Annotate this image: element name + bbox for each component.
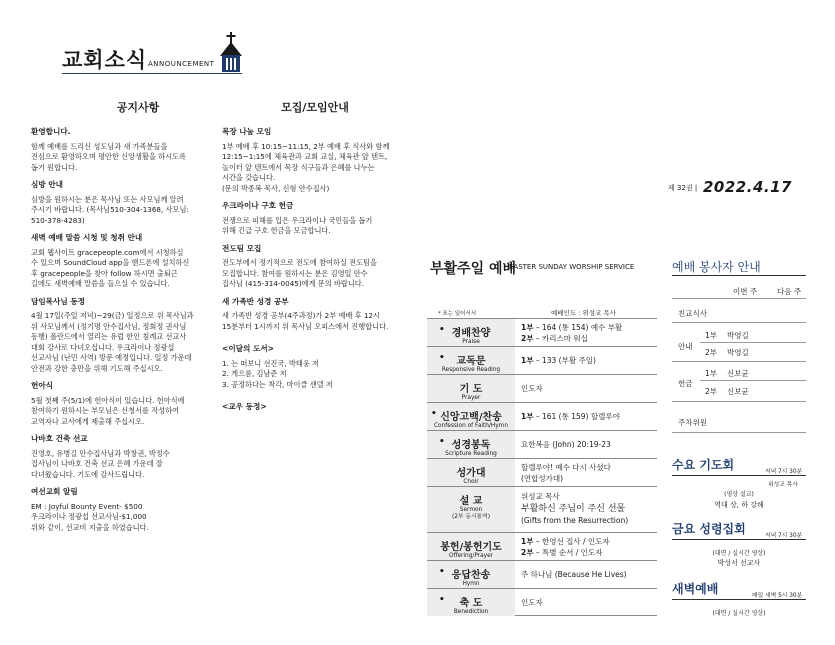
vol-divider: [700, 342, 806, 343]
issue-volume: 제 32권 |: [668, 184, 698, 192]
vol-col-next-week: 다음 주: [777, 287, 802, 296]
vol-off2-part: 2부: [705, 387, 718, 396]
order-row-benediction: 축 도 Benediction • 인도자: [427, 588, 657, 616]
order-row-choir: 성가대 Choir 할렐루야! 예수 다시 사셨다 (연합성가대): [427, 458, 657, 486]
notice-navajo: 나바호 건축 선교 진영호, 유병길 안수집사님과 박창권, 박정수 집사님이 나바호 건축 선교 은혜 가운데 잘 다녀왔습니다. 기도에 감사드립니다.: [31, 434, 170, 479]
service-note-stand: * 표는 일어서서: [438, 311, 477, 317]
vol-col-this-week: 이번 주: [733, 287, 758, 296]
vol-usher2-name: 박영길: [727, 348, 749, 357]
order-row-scripture: 성경봉독 Scripture Reading • 요한복음 (John) 20:19-23: [427, 430, 657, 458]
notice-visitation: 심방 안내 심방을 원하시는 분은 목사님 또는 사모님께 알려 주시기 바랍니다. (목사님510-304-1368, 사모님: 510-378-4283): [31, 180, 189, 225]
vol-divider: [672, 401, 806, 402]
vol-parking-label: 주차위원: [678, 418, 707, 427]
vol-ushers-label: 안내: [678, 342, 693, 351]
order-row-sermon: 설 교 Sermon (2부 동시통역) 위성교 목사 부활하신 주님이 주신 선물 (Gifts from the Resurrection): [427, 486, 657, 532]
vol-divider: [672, 322, 806, 323]
volunteers-rule: [672, 275, 806, 276]
vol-off2-name: 신보균: [727, 387, 749, 396]
service-leader: 예배인도 : 위성교 목사: [551, 309, 616, 317]
header-rule: [62, 73, 242, 74]
order-row-hymn: 응답찬송 Hymn • 주 하나님 (Because He Lives): [427, 560, 657, 588]
notice-women-mission: 여선교회 알림 EM : Joyful Bounty Event- $500 우크라이나 정광섭 선교사님-$1,000 위와 같이, 선교비 지출을 하였습니다.: [31, 487, 149, 532]
issue-date: 2022.4.17: [703, 178, 792, 196]
notices-heading: 공지사항: [116, 101, 160, 114]
dawn-title: 새벽예배: [672, 582, 719, 596]
vol-off1-part: 1부: [705, 369, 718, 378]
wednesday-sub: (영상 설교): [724, 491, 754, 498]
order-row-prayer: 기 도 Prayer 인도자: [427, 374, 657, 402]
wednesday-rule: [672, 475, 806, 476]
vol-divider: [672, 298, 806, 299]
dawn-rule: [672, 599, 806, 600]
order-row-offering: 봉헌/봉헌기도 Offering/Prayer 1부 – 한영선 집사 / 인도자 2부 – 특별 순서 / 인도자: [427, 532, 657, 560]
friday-body: 박성서 선교사: [717, 559, 761, 567]
recruit-newcomer: 새 가족반 성경 공부 새 가족반 성경 공부(4주과정)가 2부 예배 후 12시 15분부터 1시까지 위 목사님 오피스에서 진행합니다.: [222, 296, 389, 331]
notice-dedication: 헌아식 5월 첫째 주(5/1)에 헌아식이 있습니다. 헌아식에 참여하기 원하시는 부모님은 신청서를 작성하여 교역자나 교사에게 제출해 주십시오.: [31, 381, 185, 426]
order-row-responsive: 교독문 Responsive Reading • 1부 – 133 (부활 주일): [427, 346, 657, 374]
notice-welcome: 환영합니다. 함께 예배를 드리신 성도님과 새 가족분들을 진심으로 환영하오며 평안한 신앙생활을 하시도록 돕기 원합니다.: [31, 127, 186, 172]
service-title: 부활주일 예배: [430, 261, 517, 277]
service-title-en: EASTER SUNDAY WORSHIP SERVICE: [509, 263, 635, 271]
recruit-evangelism: 전도팀 모집 전도부에서 정기적으로 전도에 참여하실 전도팀을 모집합니다. 참여를 원하시는 분은 김영일 안수 집사님 (415-314-0045)에게 문의 바랍니다.: [222, 243, 377, 288]
vol-divider: [672, 361, 806, 362]
notices-column: [31, 127, 217, 533]
recruit-heading: 모집/모임안내: [281, 101, 349, 114]
vol-greeter-label: 친교식사: [678, 309, 707, 318]
friday-title: 금요 성령집회: [672, 522, 746, 536]
volunteers-title: 예배 봉사자 안내: [672, 260, 761, 274]
order-row-praise: 경배찬양 Praise • 1부 – 164 (통 154) 예수 부활 2부 – 카리스마 워십: [427, 318, 657, 346]
friday-sub: (대면 / 실시간 영상): [712, 550, 766, 557]
dawn-sub: (대면 / 실시간 영상): [712, 610, 766, 617]
recruit-ukraine: 우크라이나 구호 헌금 전쟁으로 피해를 입은 우크라이나 국민들을 돕기 위해 긴급 구호 헌금을 모금합니다.: [222, 201, 373, 235]
vol-usher1-name: 박영길: [727, 331, 749, 340]
recruit-member-news: <교우 동정>: [222, 402, 267, 411]
friday-time: 저녁 7시 30분: [765, 533, 803, 539]
friday-rule: [672, 539, 806, 540]
wednesday-body: 역대 상, 하 강해: [714, 501, 764, 509]
wednesday-leader: 위성교 목사: [768, 482, 798, 488]
vol-divider: [672, 432, 806, 433]
notice-dawn-stream: 새벽 예배 말씀 시청 및 청취 안내 교회 웹사이트 gracepeople.com에서 시청하실 수 있으며 SoundCloud app을 핸드폰에 설치하신 후 gracepeople을 찾아 follow 하시면 출퇴근 길에도 새벽예배 말씀을 들으실 수 있습니다.: [31, 233, 190, 288]
vol-off1-name: 신보균: [727, 369, 749, 378]
page-subtitle: ANNOUNCEMENT: [148, 60, 215, 68]
vol-divider: [700, 380, 806, 381]
dawn-time: 매일 새벽 5시 30분: [752, 593, 803, 599]
wednesday-title: 수요 기도회: [672, 458, 735, 472]
recruit-cell-group: 목장 나눔 모임 1부 예배 후 10:15~11:15, 2부 예배 후 식사와 함께 12:15~1:15에 체육관과 교회 교실, 체육관 앞 텐트, 놀이터 앞 텐트에서 목장 식구들과 은혜를 나누는 시간을 갖습니다. (문의 박종복 목사, 신형 안수집사): [222, 127, 390, 193]
page-title: 교회소식: [62, 48, 148, 72]
recruit-column: [222, 127, 418, 417]
wednesday-time: 저녁 7시 30분: [765, 469, 803, 475]
recruit-books: <이달의 도서> 1. 는 떠보니 선진국, 박태웅 저 2. 게으름, 김남준 저 3. 공정하다는 착각, 마이클 샌델 저: [222, 344, 333, 389]
vol-offering-label: 헌금: [678, 379, 693, 388]
vol-usher2-part: 2부: [705, 348, 718, 357]
vol-usher1-part: 1부: [705, 331, 718, 340]
notice-pastor: 담임목사님 동정 4월 17일(주일 저녁)~29(금) 일정으로 위 목사님과 위 사모님께서 (정기명 안수집사님, 정회정 권사님 동행) 폴란드에서 열리는 유럽 한인 침례교 선교사 대회 강사로 다녀오십니다. 우크라이나 정광섭 선교사님 (난민 사역) 방문 예정입니다. 일정 가운데 안전과 강한 충만을 위해 기도해 주십시오.: [31, 296, 194, 373]
order-row-confession: 신앙고백/찬송 Confession of Faith/Hymn • 1부 – 161 (통 159) 할렐루야: [427, 402, 657, 430]
church-icon: [216, 30, 246, 74]
